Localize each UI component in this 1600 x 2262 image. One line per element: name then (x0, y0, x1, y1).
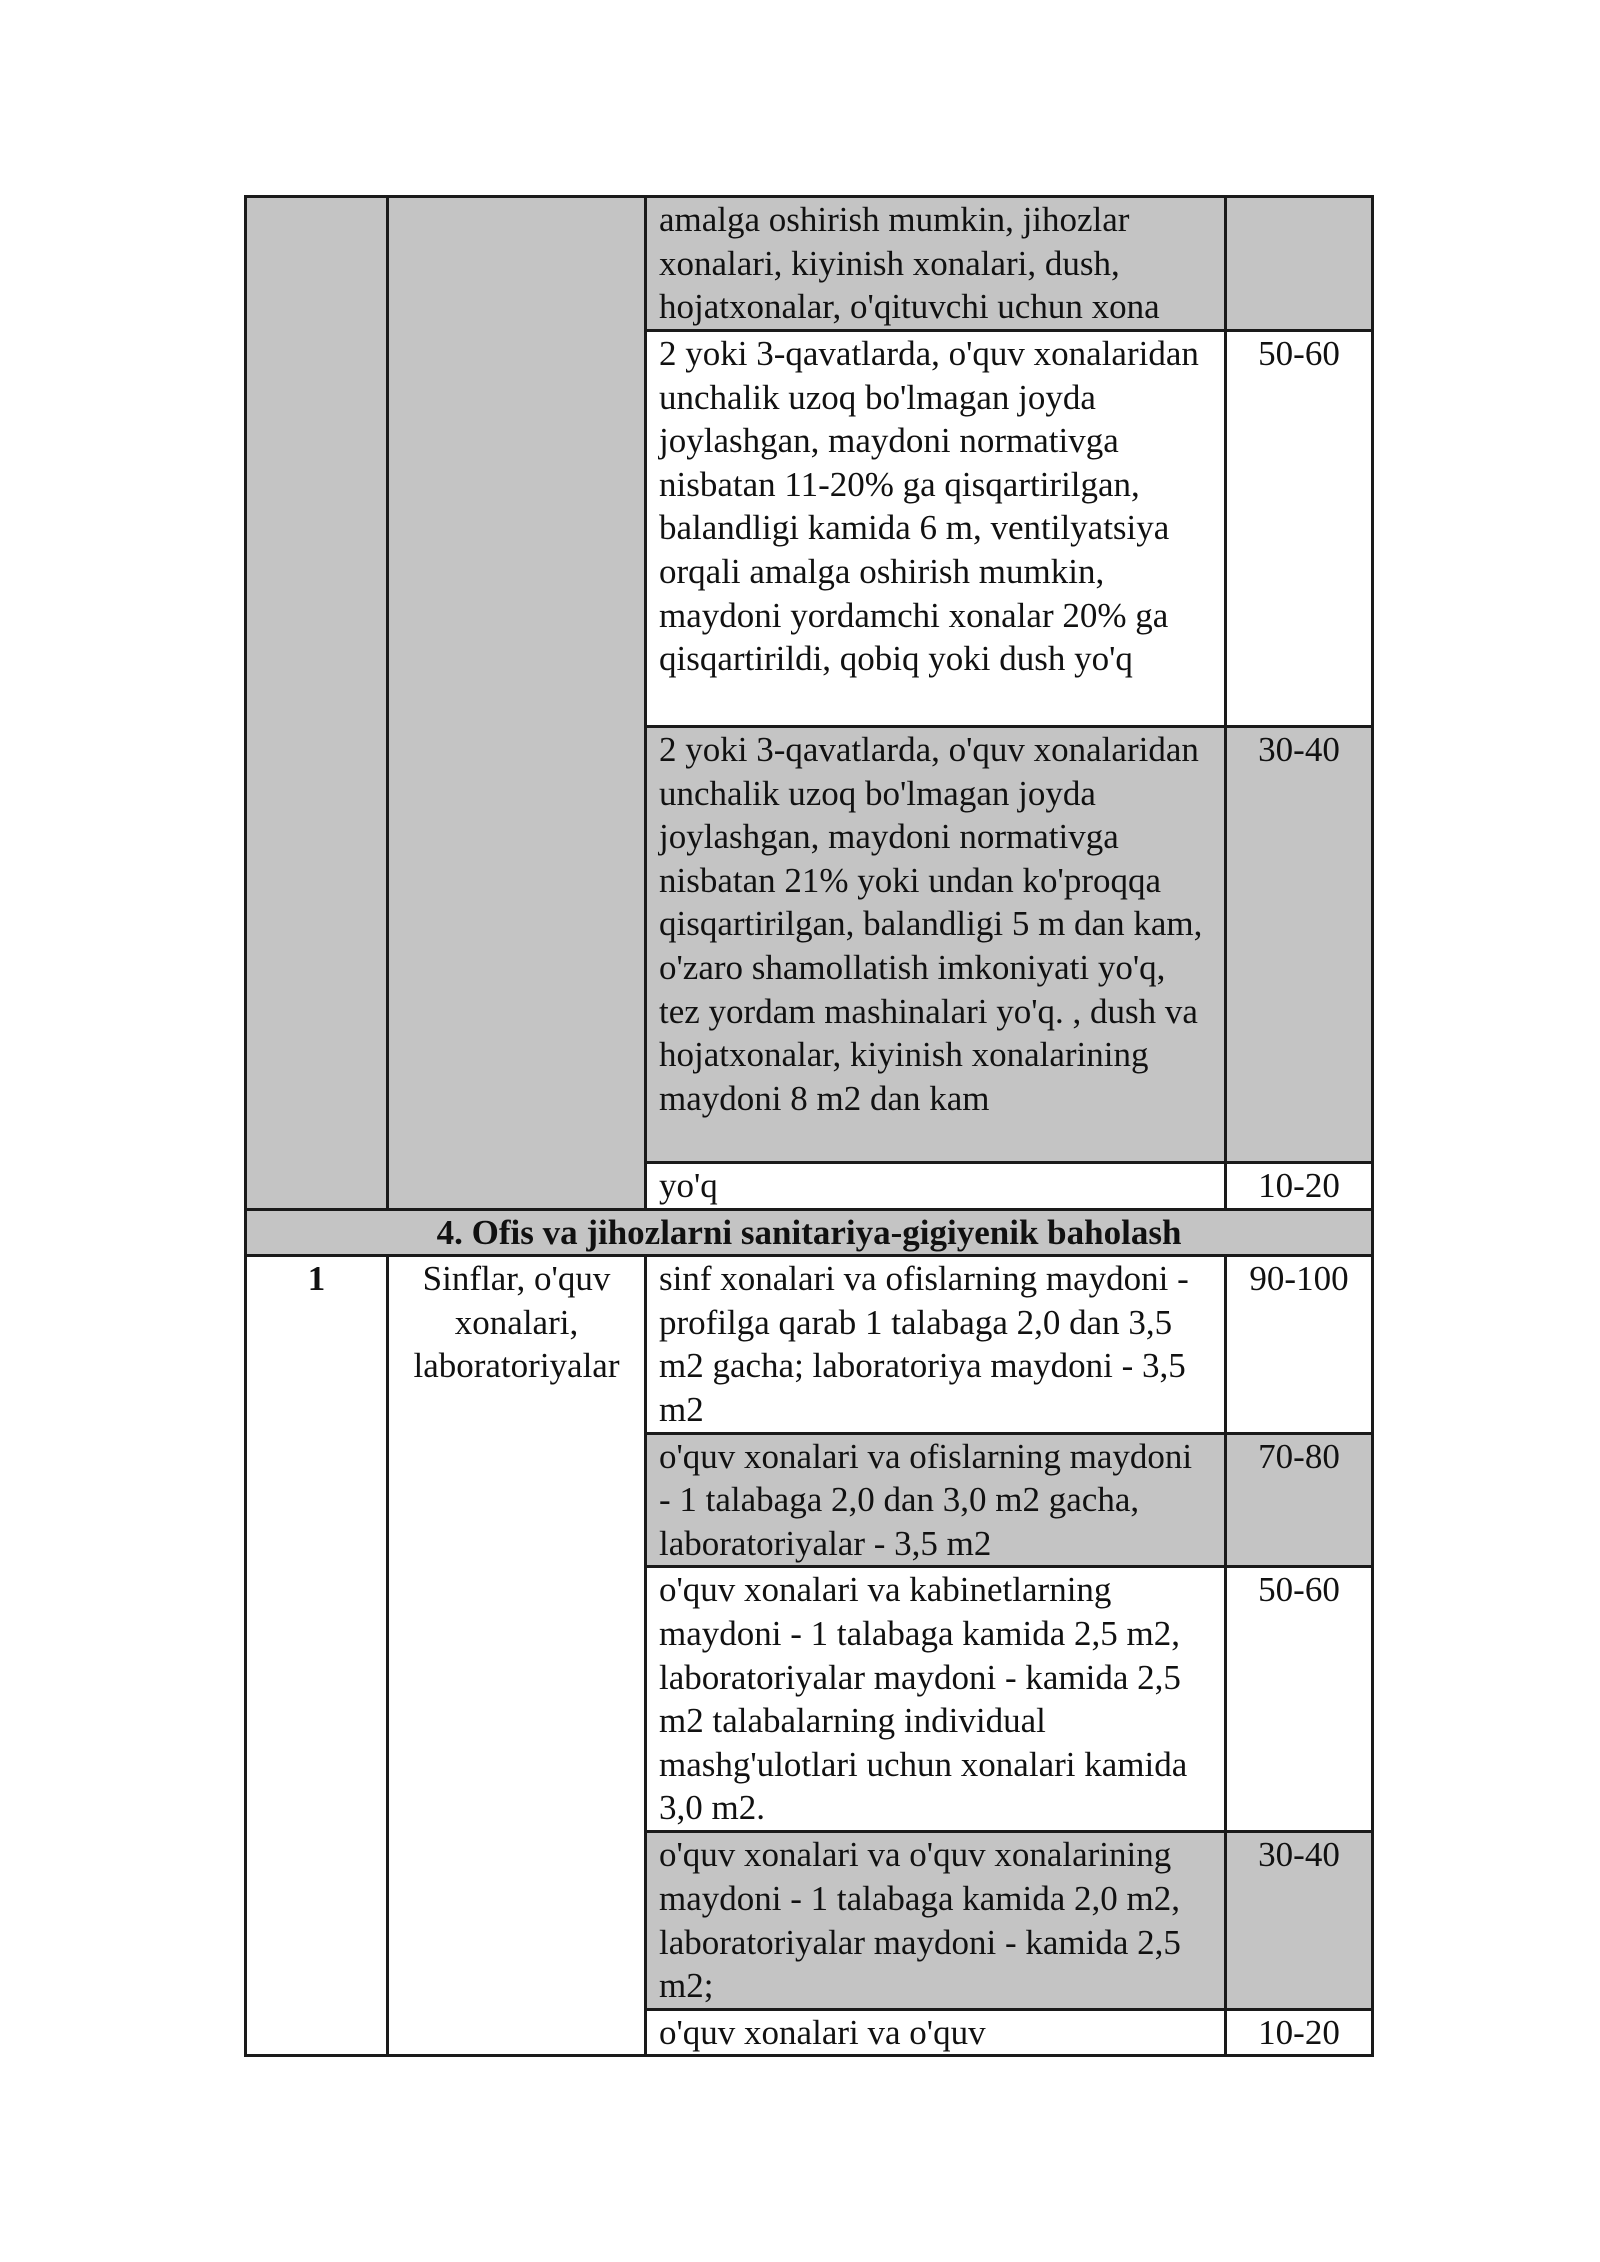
score-range: 30-40 (1226, 727, 1373, 1163)
group-name: Sinflar, o'quv xonalari, laboratoriyalar (388, 1256, 646, 2056)
criteria-description: o'quv xonalari va kabinetlarning maydoni - 1 talabaga kamida 2,5 m2, laboratoriyalar maydoni - kamida 2,5 m2 talabalarning individual mashg'ulotlari uchun xonalari kamida 3,0 m2. (646, 1567, 1226, 1832)
criteria-description: 2 yoki 3-qavatlarda, o'quv xonalaridan unchalik uzoq bo'lmagan joyda joylashgan, maydoni normativga nisbatan 11-20% ga qisqartirilgan, balandligi kamida 6 m, ventilyatsiya orqali amalga oshirish mumkin, maydoni yordamchi xonalar 20% ga qisqartirildi, qobiq yoki dush yo'q (646, 331, 1226, 727)
score-range: 10-20 (1226, 2009, 1373, 2056)
score-range: 50-60 (1226, 1567, 1373, 1832)
score-range: 90-100 (1226, 1256, 1373, 1433)
criteria-description: o'quv xonalari va o'quv xonalarining maydoni - 1 talabaga kamida 2,0 m2, laboratoriyalar maydoni - kamida 2,5 m2; (646, 1832, 1226, 2009)
score-range (1226, 197, 1373, 331)
table-row (246, 197, 1373, 331)
section-title: 4. Ofis va jihozlarni sanitariya-gigiyenik baholash (246, 1209, 1373, 1256)
criteria-description: o'quv xonalari va o'quv (646, 2009, 1226, 2056)
score-range: 50-60 (1226, 331, 1373, 727)
assessment-table (244, 195, 1374, 2057)
section-header-row (246, 1209, 1373, 1256)
score-range: 30-40 (1226, 1832, 1373, 2009)
criteria-description: amalga oshirish mumkin, jihozlar xonalari, kiyinish xonalari, dush, hojatxonalar, o'qituvchi uchun xona (646, 197, 1226, 331)
criteria-description: sinf xonalari va ofislarning maydoni - profilga qarab 1 talabaga 2,0 dan 3,5 m2 gacha; laboratoriya maydoni - 3,5 m2 (646, 1256, 1226, 1433)
criteria-description: 2 yoki 3-qavatlarda, o'quv xonalaridan unchalik uzoq bo'lmagan joyda joylashgan, maydoni normativga nisbatan 21% yoki undan ko'proqqa qisqartirilgan, balandligi 5 m dan kam, o'zaro shamollatish imkoniyati yo'q, tez yordam mashinalari yo'q. , dush va hojatxonalar, kiyinish xonalarining maydoni 8 m2 dan kam (646, 727, 1226, 1163)
score-range: 70-80 (1226, 1433, 1373, 1567)
number-cell-continued (246, 197, 388, 1210)
criteria-description: yo'q (646, 1163, 1226, 1210)
group-number: 1 (246, 1256, 388, 2056)
score-range: 10-20 (1226, 1163, 1373, 1210)
criteria-description: o'quv xonalari va ofislarning maydoni - 1 talabaga 2,0 dan 3,0 m2 gacha, laboratoriyalar - 3,5 m2 (646, 1433, 1226, 1567)
table-row (246, 1256, 1373, 1433)
name-cell-continued (388, 197, 646, 1210)
